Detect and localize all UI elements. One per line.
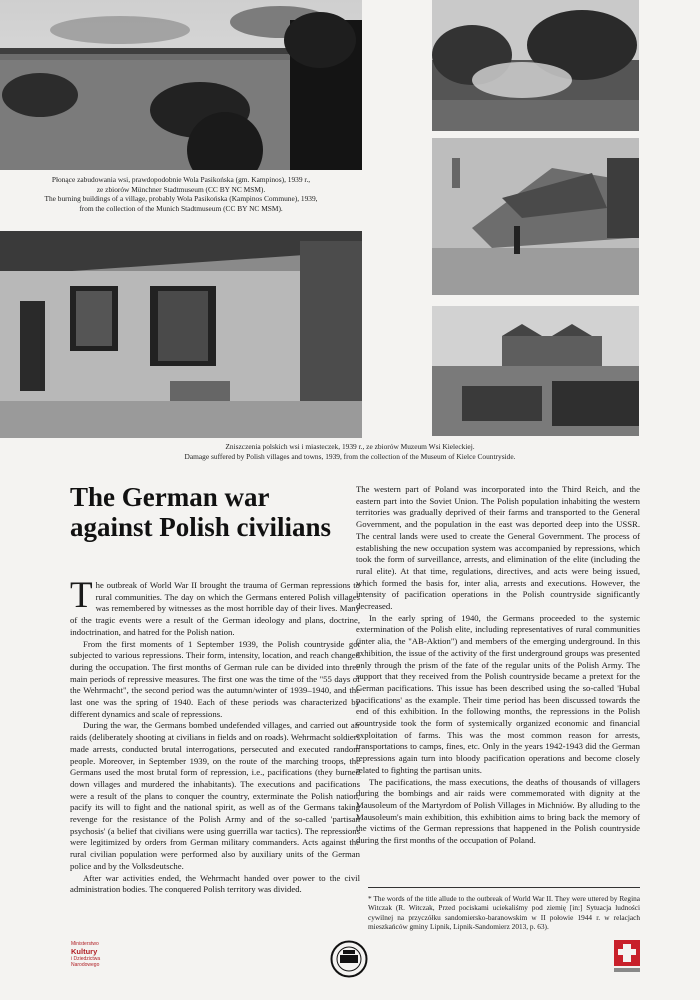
photo-burning-farm (432, 0, 639, 131)
caption-top-en: The burning buildings of a village, probably Wola Pasikońska (Kampinos Commune), 1939, (44, 194, 318, 204)
photo-burning-village (0, 0, 362, 170)
caption-top (0, 175, 362, 214)
caption-top-en-2: from the collection of the Munich Stadtmuseum (CC BY NC MSM). (79, 203, 283, 213)
ministry-logo-line-1: Ministerstwo (71, 941, 99, 947)
caption-top-pl: Płonące zabudowania wsi, prawdopodobnie Wola Pasikońska (gm. Kampinos), 1939 r., (51, 175, 311, 184)
caption-bottom-pl: Zniszczenia polskich wsi i miasteczek, 1939 r., ze zbiorów Muzeum Wsi Kieleckiej. (225, 442, 475, 451)
paragraph: From the first moments of 1 September 1939, the Polish countryside got subjected to various repressions. Their form, intensity, location, and reach changed during the occupation. The first months of German rule can be divided into three main periods of repressive measures. The first one was the time of the "55 days of the Wehrmacht", the second period was the autumn/winter of 1939–1940, and the last one was the spring of 1940. Each of these periods was characterized by different dynamics and scale of repressions. (70, 638, 360, 719)
caption-bottom-en: Damage suffered by Polish villages and towns, 1939, from the collection of the Museum of Kielce Countryside. (184, 451, 516, 461)
paragraph-text: he outbreak of World War II brought the trauma of German repressions to rural communities. The day on which the Germans entered Polish villages was remembered by witnesses as the most horrible day of their lives. Many of the tragic events were a result of the German ideology and plans, doctrine, indoctrination, and hatred for the Polish nation. (70, 580, 360, 637)
page-title (70, 482, 360, 542)
paragraph: During the war, the Germans bombed undefended villages, and carried out air raids (deliberately shooting at civilians in fields and on roads). Wehrmacht soldiers made arrests, conducted brutal interrogations, persecuted and executed random people. Moreover, in September 1939, on the route of the marching troops, the Germans used the most brutal form of repression, i.e., pacifications (they burned down villages and murdered the inhabitants). The executions and pacifications were a result of the plans to conquer the country, exterminate the Polish nation, pacify its will to fight and the national spirit, as well as of the Germans taking revenge for the resistance of the Polish Army and of the so-called 'partisan psychosis' (a belief that civilians were using guerrilla war tactics). The repressions were legitimized by orders from German military commanders. Acts against the rural civilian population were performed also by auxiliary units of the German police and by the Volksdeutsche. (70, 720, 360, 871)
footnote: * The words of the title allude to the outbreak of World War II. They were uttered by Regina Witczak (R. Witczak, Przed pociskami uciekaliśmy pod ziemię [in:] Sytuacja ludności cywilnej na przyczółku sandomiersko-baranowskim w II połowie 1944 r. w relacjach mieszkańców gminy Lipnik, Lipnik-Sandomierz 2013, p. 63). (368, 887, 640, 932)
caption-bottom (0, 442, 700, 461)
paragraph: The western part of Poland was incorporated into the Third Reich, and the eastern part into the Soviet Union. The Polish population inhabiting the western territories was gradually deprived of their farms and transported to the General Government, and the population in the east was deported deep into the USSR. The central lands were used to create the General Government. The process of establishing the new occupation system was accompanied by repressions, which took the form of surveillance, arrests, and elimination of the elite (including the rural elite). At that time, regulations, directives, and acts were being issued, which formed the basis for, inter alia, arrests and executions. However, the intensity of pacification operations in the Polish countryside significantly decreased. (356, 484, 640, 612)
left-column (70, 575, 360, 896)
seal-logo-icon (330, 940, 368, 978)
paragraph: In the early spring of 1940, the Germans proceeded to the systemic extermination of the Polish elite, including representatives of rural communities (inter alia, the "AB-Aktion") and members of the emerging underground. In this exhibition, the issue of the activity of the first underground groups was presented only through the prism of the fate of the regular units of the Polish Army. The support that they received from the Polish countryside became a pretext for the German pacifications. This issue has been described using the so-called 'Hubal pacifications' as the example. Their time period has been discussed towards the end of this exhibition. In the following months, the repressions in the Polish countryside took the form of systemically organized economic and financial exploitation of farms. This was the most common reason for arrests, transportations to camps, fines, etc. Only in the years 1942-1943 did the German repressions again turn into bloody pacification operations and become closely related to fighting the partisan units. (356, 612, 640, 775)
paragraph: After war activities ended, the Wehrmacht handed over power to the civil administration bodies. The conquered Polish territory was divided. (70, 872, 360, 895)
paragraph (70, 575, 360, 639)
ministry-logo (71, 941, 131, 968)
page-title-line-1: The German war (70, 482, 270, 512)
ministry-logo-line-4: Narodowego (71, 962, 100, 968)
photo-collapsed-building (432, 138, 639, 295)
michniow-logo-icon (614, 940, 640, 974)
photo-damaged-house (0, 231, 362, 438)
photo-destroyed-town (432, 306, 639, 436)
paragraph: The pacifications, the mass executions, the deaths of thousands of villagers during the bombings and air raids were commemorated with dignity at the Mausoleum of the Martyrdom of Polish Villages in Michniów. By alluding to the Mausoleum's main exhibition, this exhibition aims to bring back the memory of the victims of the German repressions that happened in the Polish countryside during the first months of the occupation of Poland. (356, 776, 640, 846)
drop-cap: T (70, 575, 93, 616)
page-title-line-2: against Polish civilians (70, 512, 332, 543)
caption-top-pl-2: ze zbiorów Münchner Stadtmuseum (CC BY NC MSM). (96, 184, 266, 194)
right-column (356, 484, 640, 847)
ministry-logo-line-3: i Dziedzictwa (71, 956, 101, 962)
ministry-logo-line-2: Kultury (71, 947, 98, 956)
